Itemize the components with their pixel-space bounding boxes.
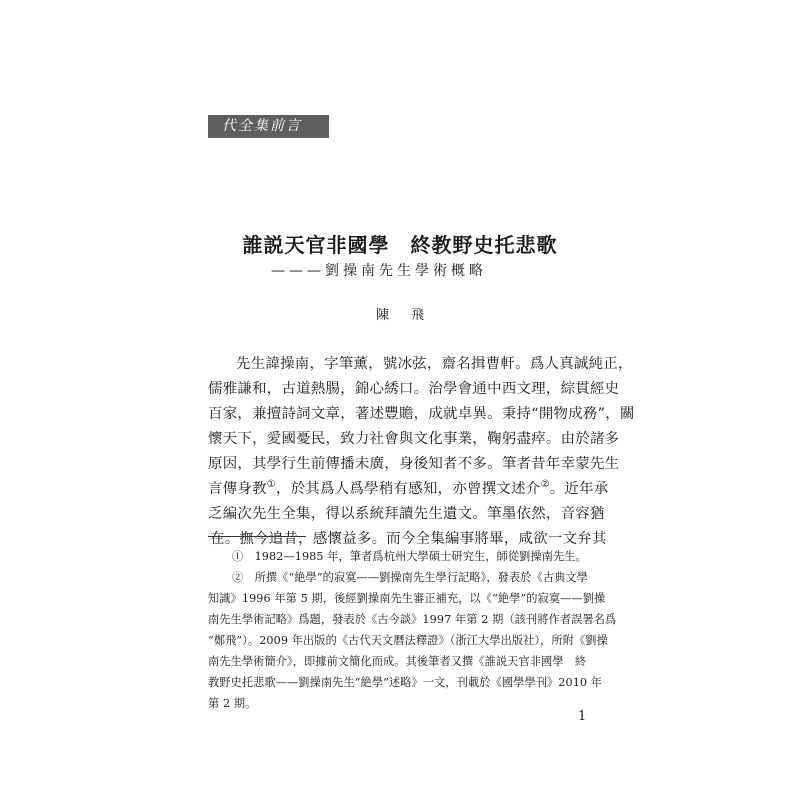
page-number: 1 — [578, 709, 587, 724]
body-text-line: 先生諱操南，字筆薰，號冰弦，齋名揖曹軒。爲人真誠純正， — [236, 356, 633, 372]
footnote-divider — [208, 536, 306, 537]
body-text-line: 儒雅謙和，古道熱腸，錦心綉口。治學會通中西文理，綜貫經史 — [208, 381, 620, 397]
body-text-line: 乏編次先生全集，得以系統拜讀先生遺文。筆墨依然，音容猶 — [208, 506, 605, 522]
footnote-ref-1[interactable]: ① — [266, 479, 277, 491]
article-subtitle: ———劉操南先生學術概略 — [271, 263, 487, 279]
body-text-line — [208, 477, 609, 498]
author-name: 陳飛 — [375, 308, 446, 323]
footnote-1: ① 1982—1985 年，筆者爲杭州大學碩士研究生，師從劉操南先生。 — [232, 550, 587, 563]
section-tab-label: 代全集前言 — [208, 115, 329, 138]
footnote-ref-2[interactable]: ② — [540, 479, 550, 491]
footnote-2-line: 南先生學術簡介》，即據前文簡化而成。其後筆者又撰《誰説天官非國學 終 — [208, 655, 587, 668]
footnote-2-line: 教野史托悲歌——劉操南先生“絶學”述略》一文，刊載於《國學學刊》2010 年 — [208, 676, 603, 689]
body-text-line: 原因，其學行生前傳播未廣，身後知者不多。筆者昔年幸蒙先生 — [208, 456, 620, 472]
footnote-2-line: 知識》1996 年第 5 期，後經劉操南先生審正補充，以《“絶學”的寂寞——劉操 — [208, 592, 606, 605]
body-text-line: 懷天下，愛國憂民，致力社會與文化事業，鞠躬盡瘁。由於諸多 — [208, 431, 620, 447]
footnote-2-line: 南先生學術記略》爲題，發表於《古今談》1997 年第 2 期（該刊將作者誤署名爲 — [208, 613, 617, 626]
body-text-line: 在。撫今追昔，感懷益多。而今全集編事將畢，咸欲一文弁其 — [210, 531, 607, 547]
body-text-segment: 。近年承 — [549, 481, 609, 497]
body-text-segment: 言傳身教 — [208, 481, 267, 497]
footnote-2-line: “鄭飛”）。2009 年出版的《古代天文曆法釋證》（浙江大學出版社），所附《劉操 — [208, 634, 608, 647]
body-text-segment: ，於其爲人爲學稍有感知，亦曾撰文述介 — [276, 481, 541, 497]
footnote-2-line: ② 所撰《“絶學”的寂寞——劉操南先生學行記略》，發表於《古典文學 — [232, 571, 588, 584]
article-title: 誰説天官非國學 終教野史托悲歌 — [242, 233, 558, 257]
body-text-line: 百家，兼擅詩詞文章，著述豐贍，成就卓異。秉持“開物成務”，關 — [208, 406, 635, 422]
footnote-2-line: 第 2 期。 — [208, 697, 257, 710]
